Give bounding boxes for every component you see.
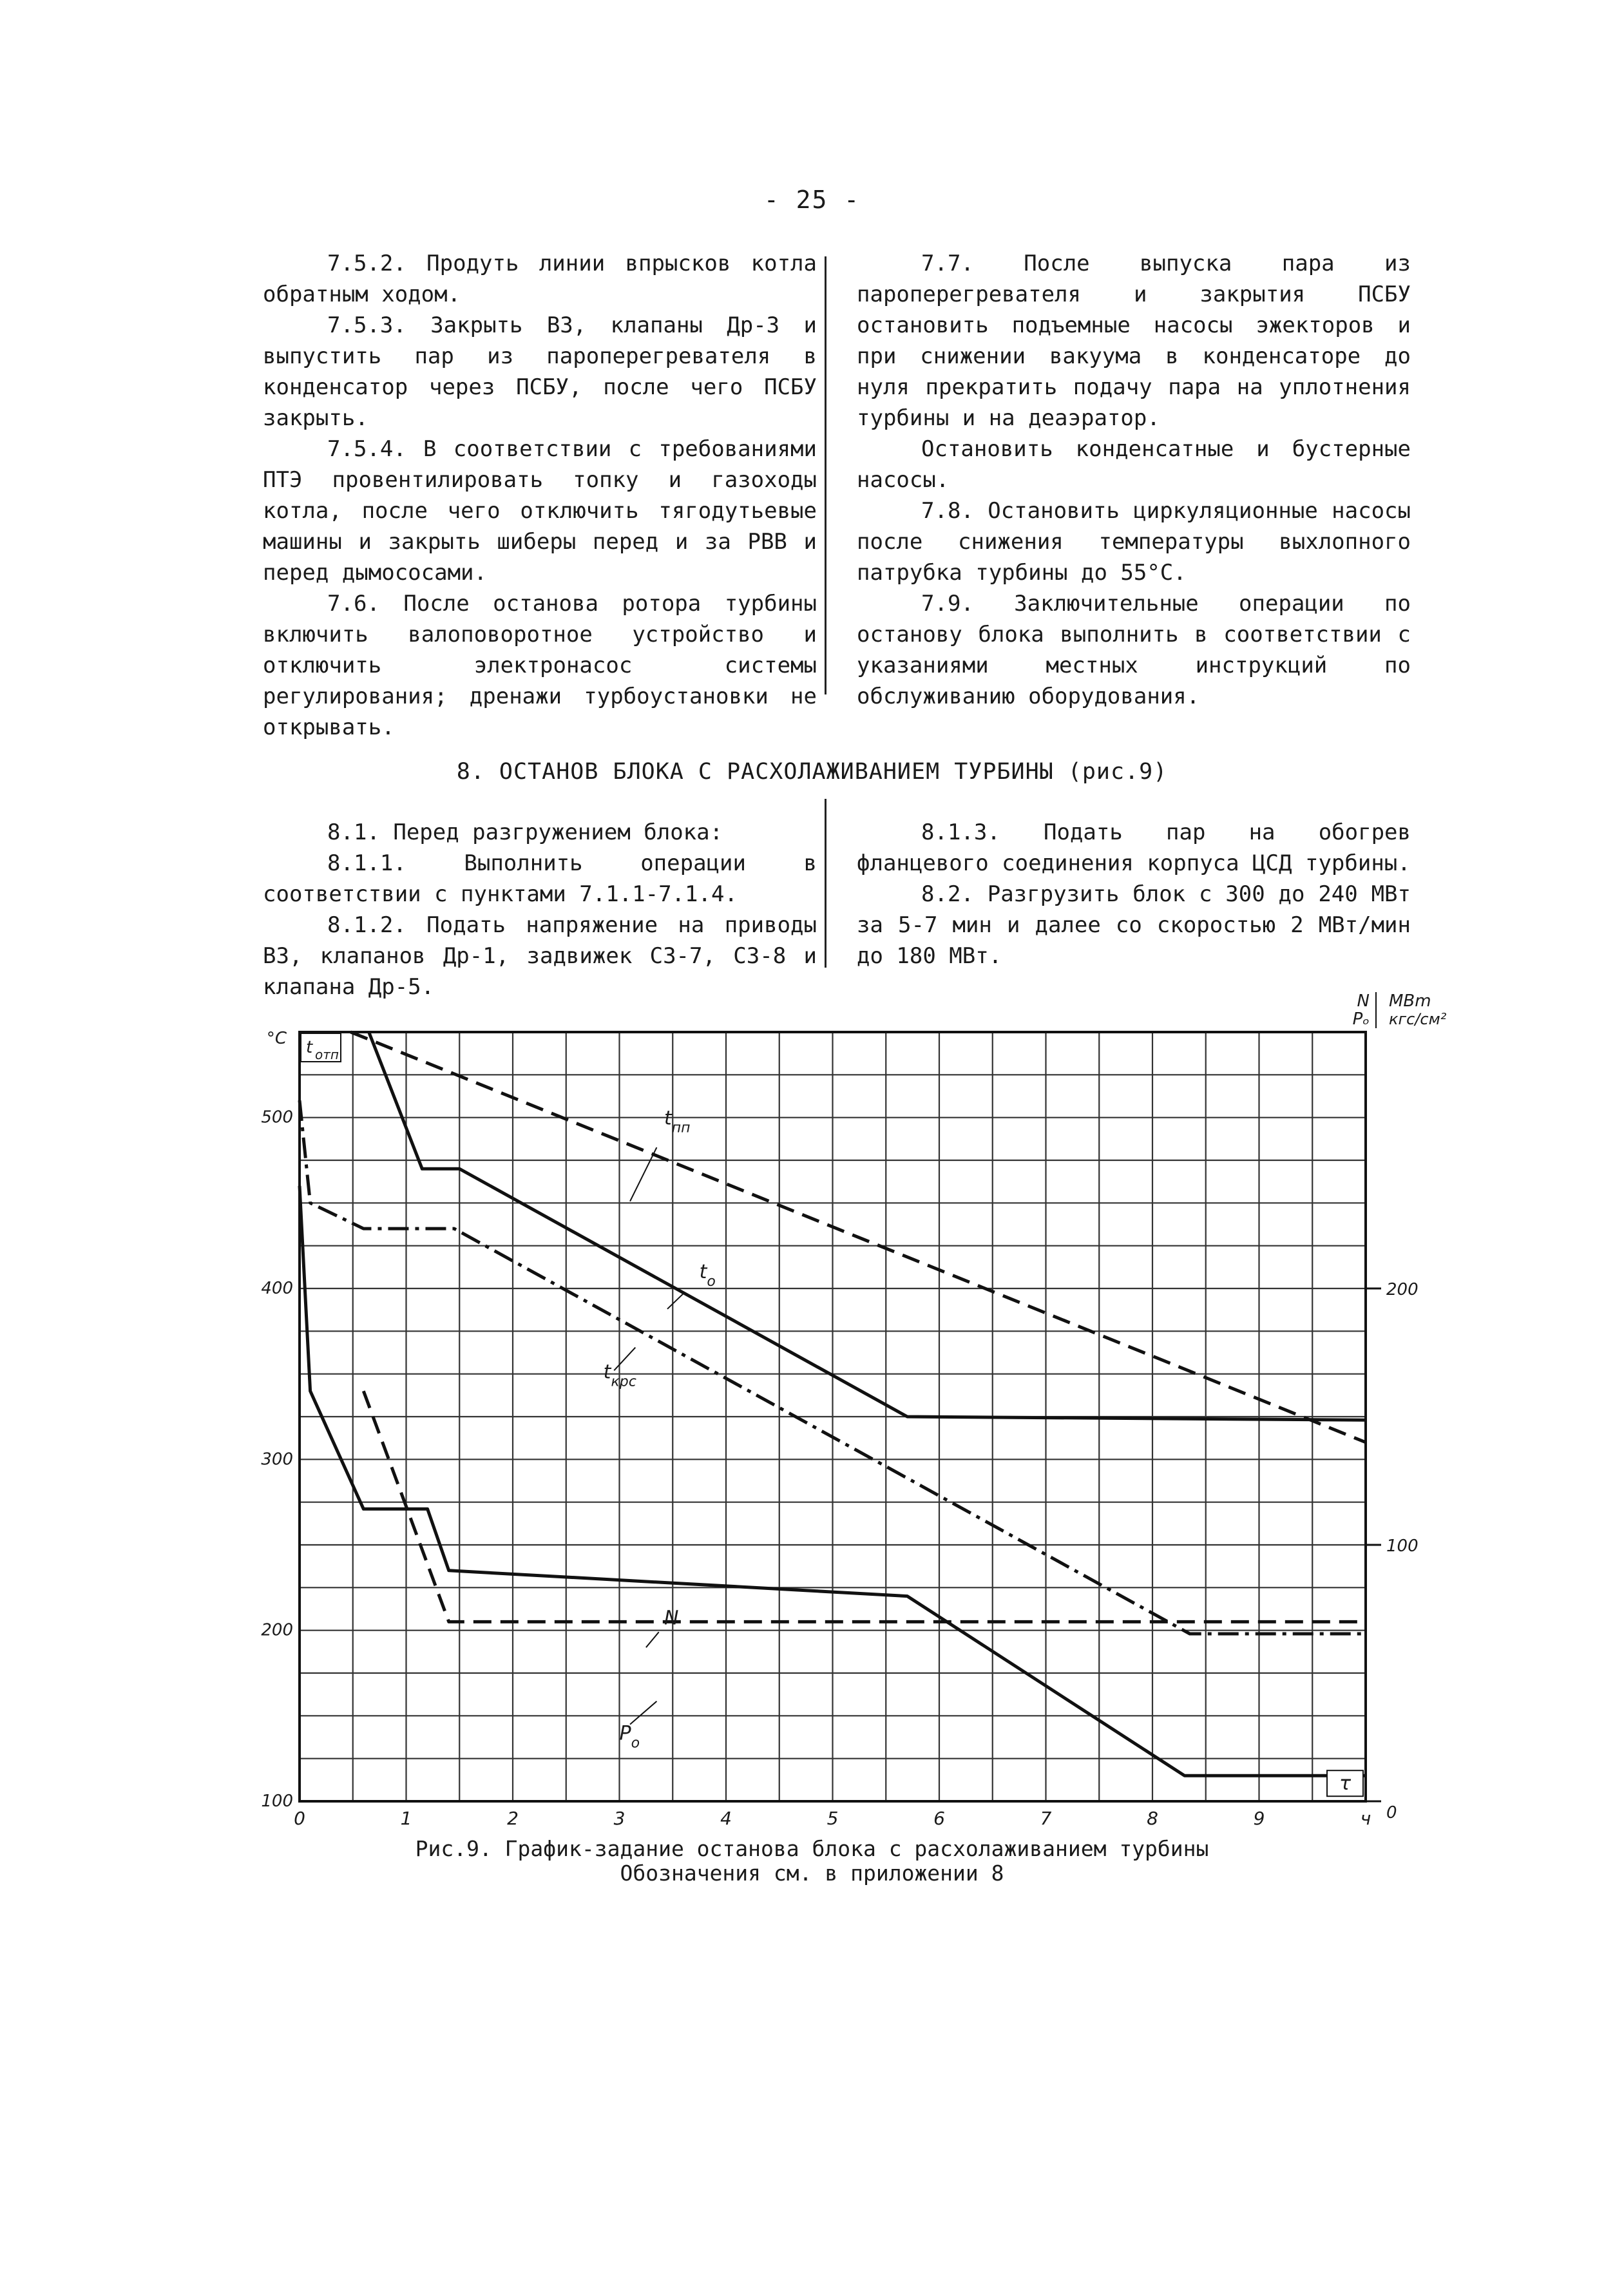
x-tick-label: 4 bbox=[720, 1808, 732, 1829]
series-line-tₒ bbox=[369, 1032, 1366, 1420]
paragraph-7-5-2: 7.5.2. Продуть линии впрысков котла обратным ходом. bbox=[263, 251, 817, 307]
series-label-tпп: $t_{пп}$ bbox=[664, 1107, 691, 1136]
paragraph-7-5-4: 7.5.4. В соответствии с требованиями ПТЭ провентилировать топку и газоходы котла, после чего отключить тягодутьевые машины и закрыть шиберы перед и за РВВ и перед дымососами. bbox=[263, 436, 817, 586]
paragraph-7-9: 7.9. Заключительные операции по останову блока выполнить в соответствии с указаниями местных инструкций по обслуживанию оборудования. bbox=[857, 591, 1411, 709]
x-tick-label: 1 bbox=[400, 1808, 412, 1829]
series-label-leader bbox=[667, 1294, 683, 1309]
series-label-leader bbox=[614, 1348, 635, 1371]
page-number: - 25 - bbox=[763, 186, 861, 214]
paragraph-7-8: 7.8. Остановить циркуляционные насосы после снижения температуры выхлопного патрубка турбины до 55°С. bbox=[857, 498, 1411, 586]
y-left-unit-label: °C bbox=[266, 1029, 287, 1048]
y-right-symbol-top: N bbox=[1357, 991, 1370, 1011]
paragraph-7-7: 7.7. После выпуска пара из пароперегревателя и закрытия ПСБУ остановить подъемные насосы эжекторов и при снижении вакуума в конденсаторе до нуля прекратить подачу пара на уплотнения турбины и на деаэратор. bbox=[857, 251, 1411, 431]
series-line-tпп bbox=[350, 1032, 1366, 1442]
y-right-tick-label: 0 bbox=[1386, 1803, 1397, 1823]
series-label-tкрс: $t_{крс}$ bbox=[603, 1361, 636, 1390]
series-label-N: N bbox=[664, 1607, 679, 1630]
x-tick-label: ч bbox=[1360, 1808, 1371, 1829]
x-tick-label: 6 bbox=[933, 1808, 945, 1829]
series-label-leader bbox=[630, 1701, 656, 1725]
y-right-unit-bottom: кгс/см² bbox=[1389, 1010, 1447, 1028]
paragraph-8-1-3: 8.1.3. Подать пар на обогрев фланцевого соединения корпуса ЦСД турбины. bbox=[857, 819, 1411, 876]
paragraph-8-2: 8.2. Разгрузить блок с 300 до 240 МВт за 5-7 мин и далее со скоростью 2 МВт/мин до 180 МВт. bbox=[857, 881, 1411, 969]
y-right-unit-top: MBm bbox=[1389, 991, 1431, 1011]
paragraph-8-1: 8.1. Перед разгружением блока: bbox=[327, 819, 723, 845]
corner-label-bottom: отп bbox=[315, 1047, 339, 1062]
y-left-tick-label: 100 bbox=[261, 1792, 293, 1811]
x-unit-label: τ bbox=[1339, 1772, 1352, 1795]
paragraph-8-1-2: 8.1.2. Подать напряжение на приводы ВЗ, клапанов Др-1, задвижек СЗ-7, СЗ-8 и клапана Др-5. bbox=[263, 912, 817, 1000]
y-left-tick-label: 400 bbox=[261, 1279, 293, 1298]
x-tick-label: 5 bbox=[826, 1808, 839, 1829]
y-left-tick-label: 500 bbox=[261, 1107, 293, 1127]
x-tick-label: 9 bbox=[1253, 1808, 1265, 1829]
x-tick-label: 8 bbox=[1147, 1808, 1158, 1829]
corner-label-top: t bbox=[306, 1038, 313, 1057]
figure-caption-title: Рис.9. График-задание останова блока с расхолаживанием турбины bbox=[415, 1836, 1209, 1861]
y-right-tick-label: 100 bbox=[1386, 1536, 1419, 1556]
y-left-tick-label: 200 bbox=[261, 1620, 293, 1640]
x-tick-label: 7 bbox=[1040, 1808, 1052, 1829]
x-tick-label: 2 bbox=[507, 1808, 519, 1829]
series-label-tₒ: $t_o$ bbox=[699, 1261, 716, 1290]
paragraph-7-6: 7.6. После останова ротора турбины включить валоповоротное устройство и отключить электронасос системы регулирования; дренажи турбоустановки не открывать. bbox=[263, 591, 817, 740]
figure-caption-note: Обозначения см. в приложении 8 bbox=[620, 1861, 1004, 1886]
y-left-tick-label: 300 bbox=[261, 1450, 293, 1469]
section-heading: 8. ОСТАНОВ БЛОКА С РАСХОЛАЖИВАНИЕМ ТУРБИНЫ (рис.9) bbox=[456, 759, 1168, 785]
y-right-symbol-bottom: Pₒ bbox=[1352, 1010, 1370, 1029]
y-right-tick-label: 200 bbox=[1386, 1280, 1419, 1299]
chart-grid bbox=[300, 1032, 1366, 1801]
paragraph-8-1-1: 8.1.1. Выполнить операции в соответствии с пунктами 7.1.1-7.1.4. bbox=[263, 850, 817, 907]
series-label-leader bbox=[646, 1632, 659, 1647]
paragraph-7-5-3: 7.5.3. Закрыть ВЗ, клапаны Др-3 и выпустить пар из пароперегревателя в конденсатор через ПСБУ, после чего ПСБУ закрыть. bbox=[263, 312, 817, 431]
series-label-leader bbox=[630, 1147, 656, 1201]
x-tick-label: 3 bbox=[613, 1808, 626, 1829]
x-tick-label: 0 bbox=[294, 1808, 305, 1829]
series-label-Pₒ: $P_o$ bbox=[619, 1722, 640, 1752]
paragraph-7-7-pumps: Остановить конденсатные и бустерные насосы. bbox=[857, 436, 1411, 493]
